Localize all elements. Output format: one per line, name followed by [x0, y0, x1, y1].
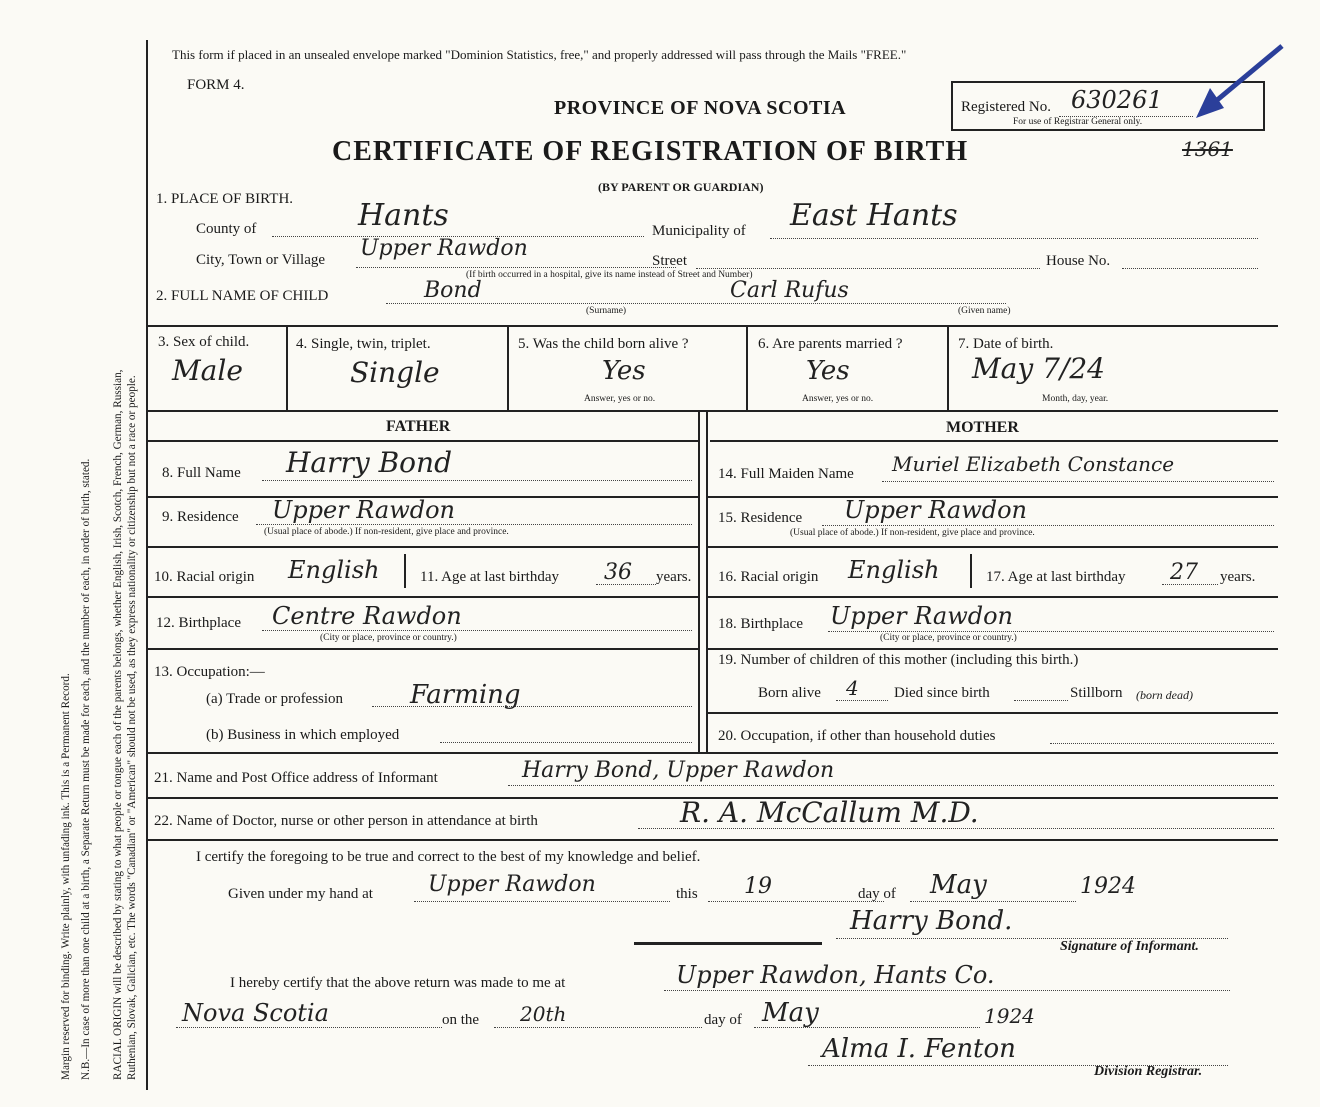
dob-caption: Month, day, year.: [1042, 394, 1109, 404]
father-heading: FATHER: [386, 418, 451, 435]
mother-age-value: 27: [1170, 560, 1198, 585]
mother-residence-label: 15. Residence: [718, 510, 803, 526]
province-heading: PROVINCE OF NOVA SCOTIA: [554, 97, 847, 119]
mother-children-label: 19. Number of children of this mother (including this birth.): [718, 652, 1079, 668]
sex-value: Male: [172, 354, 243, 387]
municipality-label: Municipality of: [652, 223, 746, 239]
plurality-value: Single: [350, 356, 440, 389]
day-of-label: day of: [858, 886, 896, 902]
stillborn-label: Stillborn: [1070, 685, 1123, 701]
this-label: this: [676, 886, 698, 902]
registrar-month-value: May: [762, 998, 819, 1028]
died-since-birth-label: Died since birth: [894, 685, 990, 701]
dob-label: 7. Date of birth.: [958, 336, 1054, 352]
informant-signature: Harry Bond.: [850, 906, 1013, 936]
certificate-title: CERTIFICATE OF REGISTRATION OF BIRTH: [332, 136, 969, 167]
division-registrar-caption: Division Registrar.: [1094, 1064, 1203, 1079]
corner-number: 1361: [1182, 137, 1233, 161]
father-trade-label: (a) Trade or profession: [206, 691, 344, 707]
hospital-note: (If birth occurred in a hospital, give its name instead of Street and Number): [466, 270, 753, 280]
mother-age-label: 17. Age at last birthday: [986, 569, 1126, 585]
year-value: 1924: [1080, 874, 1136, 899]
father-race-value: English: [288, 556, 380, 584]
registrar-place-value: Upper Rawdon, Hants Co.: [676, 961, 995, 989]
father-name-label: 8. Full Name: [162, 465, 241, 481]
mother-name-value: Muriel Elizabeth Constance: [892, 452, 1175, 476]
father-residence-caption: (Usual place of abode.) If non-resident, give place and province.: [264, 527, 509, 537]
given-caption: (Given name): [958, 306, 1011, 316]
margin-note-racial-origin: RACIAL ORIGIN will be described by stating to what people or tongue each of the parents belongs, whether English, Irish, Scotch, French, German, Russian,: [112, 369, 124, 1080]
mail-notice: This form if placed in an unsealed envelope marked "Dominion Statistics, free," and properly addressed will pass through the Mails "FREE.": [172, 47, 907, 62]
registrar-day-value: 20th: [520, 1002, 567, 1026]
on-the-label: on the: [442, 1012, 480, 1028]
child-given-name: Carl Rufus: [730, 278, 849, 303]
signature-of-informant-caption: Signature of Informant.: [1060, 939, 1199, 954]
father-occupation-label: 13. Occupation:—: [154, 664, 265, 680]
born-alive-value: 4: [846, 676, 859, 700]
informant-value: Harry Bond, Upper Rawdon: [522, 758, 835, 783]
form-left-border: [146, 40, 148, 1090]
day-value: 19: [744, 874, 772, 899]
house-label: House No.: [1046, 253, 1111, 269]
mother-birthplace-label: 18. Birthplace: [718, 616, 803, 632]
stillborn-caption: (born dead): [1136, 688, 1193, 702]
place-of-birth-label: 1. PLACE OF BIRTH.: [156, 191, 294, 207]
child-surname: Bond: [424, 278, 482, 303]
father-age-label: 11. Age at last birthday: [420, 569, 559, 585]
father-residence-value: Upper Rawdon: [272, 496, 455, 524]
registrar-day-of-label: day of: [704, 1012, 742, 1028]
given-place-value: Upper Rawdon: [428, 872, 596, 897]
mother-residence-value: Upper Rawdon: [844, 496, 1027, 524]
father-residence-label: 9. Residence: [162, 509, 239, 525]
married-caption: Answer, yes or no.: [802, 394, 874, 404]
mother-years: years.: [1220, 569, 1256, 585]
registered-number: 630261: [1071, 86, 1163, 114]
born-alive-label: Born alive: [758, 685, 821, 701]
certify-text: I certify the foregoing to be true and correct to the best of my knowledge and belief.: [196, 849, 701, 865]
plurality-label: 4. Single, twin, triplet.: [296, 336, 431, 352]
married-label: 6. Are parents married ?: [758, 336, 903, 352]
father-birthplace-label: 12. Birthplace: [156, 615, 241, 631]
given-under-label: Given under my hand at: [228, 886, 373, 902]
mother-birthplace-value: Upper Rawdon: [830, 602, 1013, 630]
county-label: County of: [196, 221, 257, 237]
form-number: FORM 4.: [187, 77, 245, 93]
registered-label: Registered No.: [961, 99, 1051, 115]
registrar-year-value: 1924: [984, 1004, 1035, 1028]
surname-caption: (Surname): [586, 306, 627, 316]
father-birthplace-caption: (City or place, province or country.): [320, 633, 457, 643]
county-value: Hants: [358, 198, 449, 233]
mother-race-label: 16. Racial origin: [718, 569, 819, 585]
dob-value: May 7/24: [972, 352, 1105, 385]
married-value: Yes: [806, 356, 850, 386]
registrar-certify-text: I hereby certify that the above return was made to me at: [230, 975, 566, 991]
father-name-value: Harry Bond: [286, 446, 452, 479]
father-age-value: 36: [604, 560, 632, 585]
mother-birthplace-caption: (City or place, province or country.): [880, 633, 1017, 643]
father-business-label: (b) Business in which employed: [206, 727, 400, 743]
father-years: years.: [656, 569, 692, 585]
mother-heading: MOTHER: [946, 419, 1019, 436]
doctor-label: 22. Name of Doctor, nurse or other person in attendance at birth: [154, 813, 538, 829]
mother-residence-caption: (Usual place of abode.) If non-resident, give place and province.: [790, 528, 1035, 538]
mother-name-label: 14. Full Maiden Name: [718, 466, 854, 482]
child-name-label: 2. FULL NAME OF CHILD: [156, 288, 329, 304]
margin-note-multiple-births: N.B.—In case of more than one child at a birth, a Separate Return must be made for each, and the number of each, in order of birth, stated.: [80, 458, 92, 1080]
mother-occupation-label: 20. Occupation, if other than household duties: [718, 728, 996, 744]
street-label: Street: [652, 253, 687, 269]
father-trade-value: Farming: [410, 680, 521, 710]
alive-caption: Answer, yes or no.: [584, 394, 656, 404]
father-birthplace-value: Centre Rawdon: [272, 602, 462, 630]
city-label: City, Town or Village: [196, 252, 326, 268]
margin-note-racial-origin-cont: Ruthenian, Slovak, Galician, etc. The words "Canadian" or "American" should not be used, as they express nationality or citizenship but not a race or people.: [126, 375, 138, 1080]
city-value: Upper Rawdon: [360, 236, 528, 261]
registrar-note: For use of Registrar General only.: [1013, 117, 1143, 127]
margin-note-binding: Margin reserved for binding. Write plainly, with unfading ink. This is a Permanent Record.: [60, 673, 72, 1080]
mother-race-value: English: [848, 556, 940, 584]
registrar-signature: Alma I. Fenton: [822, 1034, 1016, 1064]
alive-label: 5. Was the child born alive ?: [518, 336, 689, 352]
doctor-value: R. A. McCallum M.D.: [680, 796, 979, 829]
informant-label: 21. Name and Post Office address of Informant: [154, 770, 438, 786]
alive-value: Yes: [602, 356, 646, 386]
father-race-label: 10. Racial origin: [154, 569, 255, 585]
certificate-subtitle: (BY PARENT OR GUARDIAN): [598, 180, 764, 194]
arrow-mark: [1180, 40, 1290, 130]
month-value: May: [930, 870, 987, 900]
sex-label: 3. Sex of child.: [158, 334, 250, 350]
registrar-place-value-2: Nova Scotia: [182, 999, 329, 1027]
municipality-value: East Hants: [790, 198, 958, 233]
